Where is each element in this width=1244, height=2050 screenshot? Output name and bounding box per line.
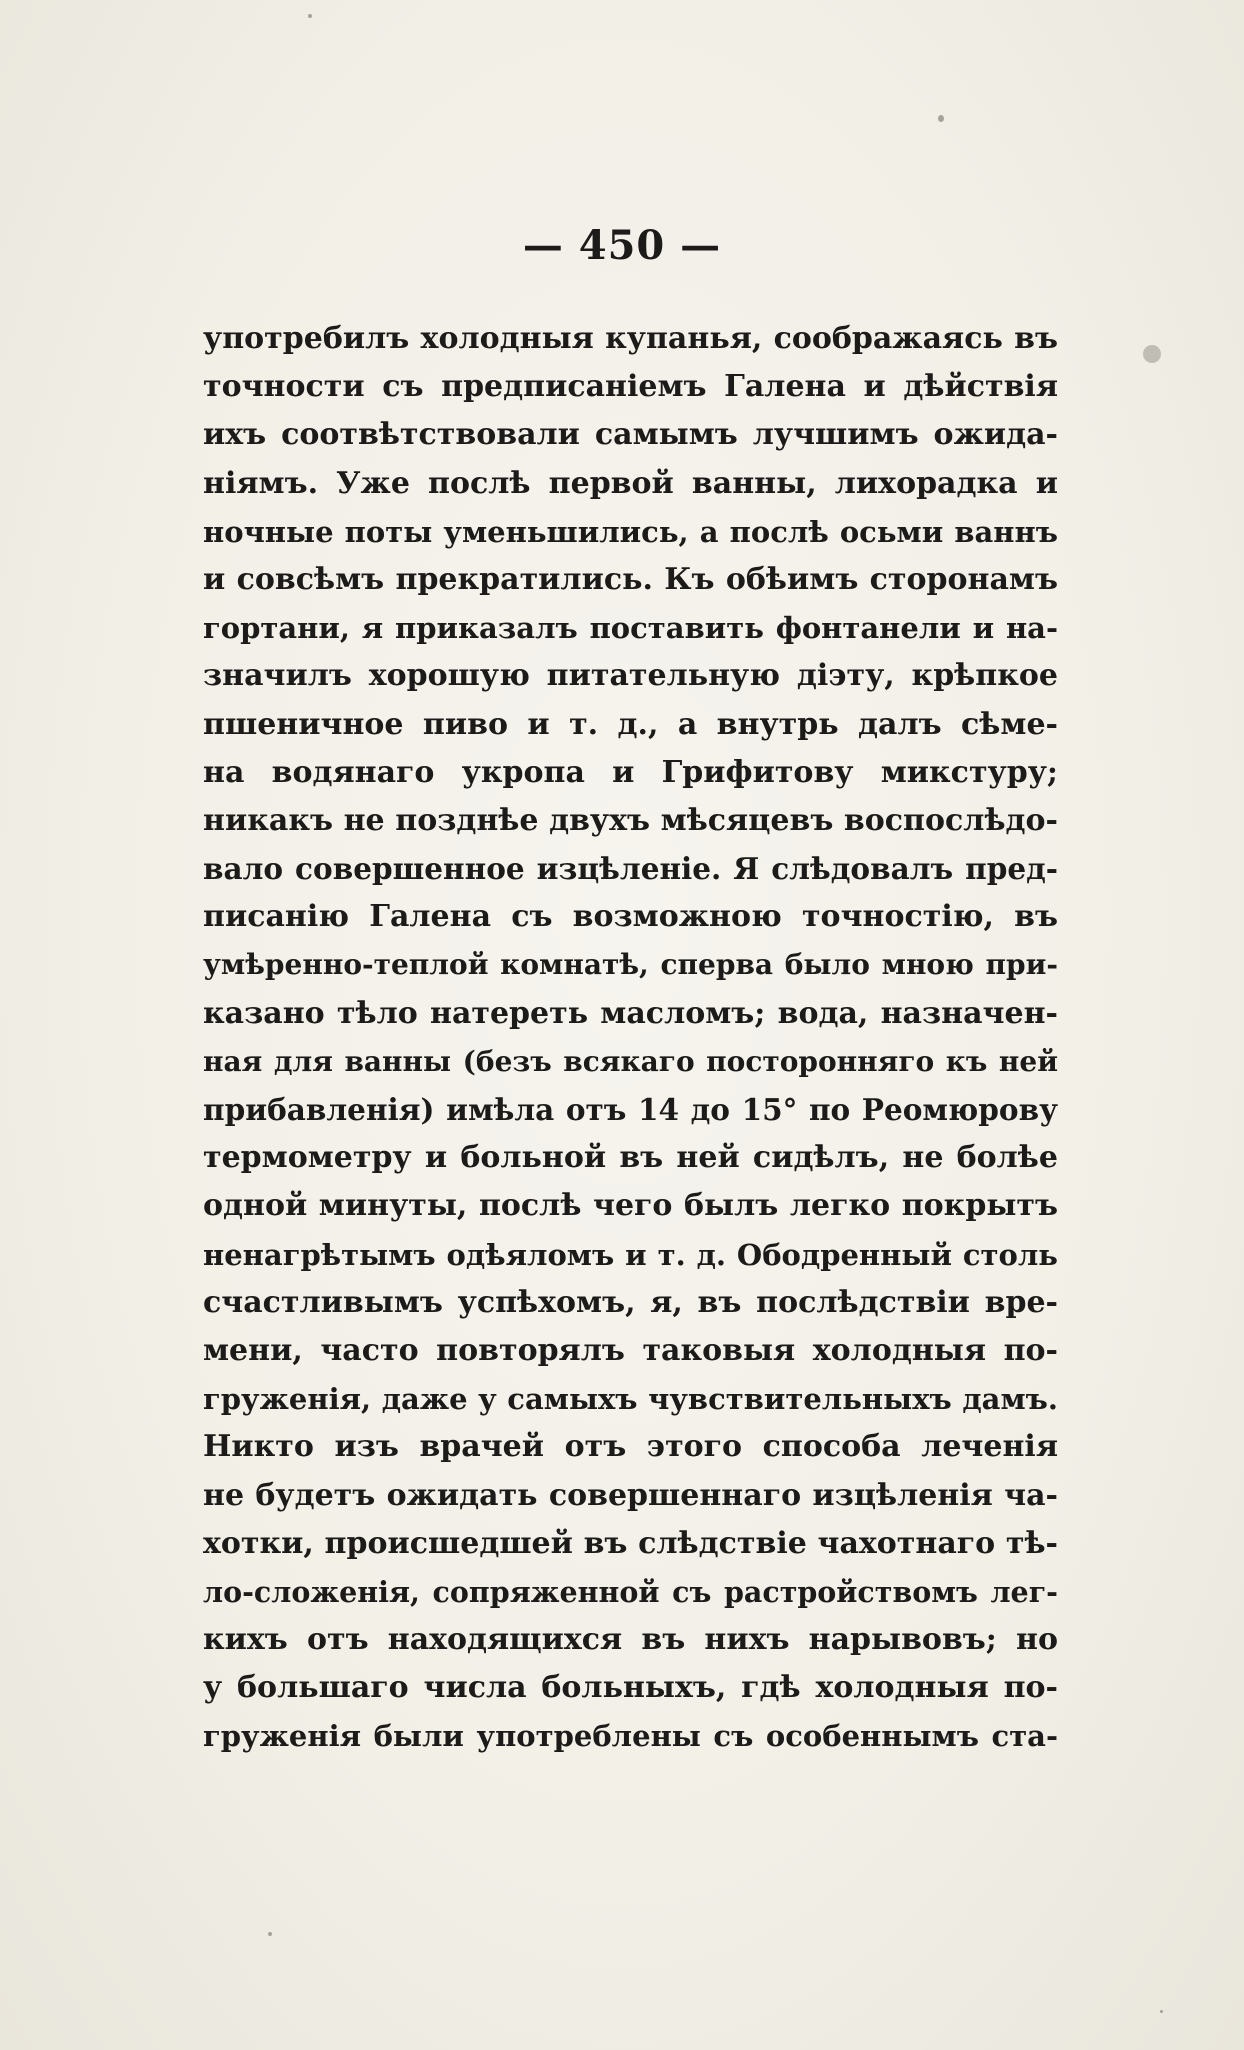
text-line: счастливымъ успѣхомъ, я, въ послѣдствіи вре- <box>203 1284 1058 1320</box>
text-line: ніямъ. Уже послѣ первой ванны, лихорадка и <box>203 465 1058 501</box>
body-text <box>203 315 1058 1761</box>
text-line: ненагрѣтымъ одѣяломъ и т. д. Ободренный столь <box>203 1237 1058 1272</box>
text-line: точности съ предписаніемъ Галена и дѣйствія <box>203 369 1058 405</box>
text-line: одной минуты, послѣ чего былъ легко покрытъ <box>203 1188 1058 1224</box>
paper-speck <box>938 115 944 122</box>
paper-speck <box>1143 345 1161 363</box>
text-line: хотки, происшедшей въ слѣдствіе чахотнаго тѣ- <box>203 1525 1058 1561</box>
text-line: прибавленія) имѣла отъ 14 до 15° по Реомюрову <box>203 1092 1058 1127</box>
text-line: никакъ не позднѣе двухъ мѣсяцевъ воспослѣдо- <box>203 802 1058 838</box>
text-line: вало совершенное изцѣленіе. Я слѣдовалъ пред- <box>203 851 1058 887</box>
text-line: значилъ хорошую питательную діэту, крѣпкое <box>203 658 1058 694</box>
paper-speck <box>308 14 312 18</box>
text-line: термометру и больной въ ней сидѣлъ, не болѣе <box>203 1140 1058 1176</box>
paper-speck <box>268 1932 272 1936</box>
text-line: груженія, даже у самыхъ чувствительныхъ дамъ. <box>203 1382 1058 1417</box>
text-line: употребилъ холодныя купанья, соображаясь въ <box>203 321 1058 356</box>
page-number: — 450 — <box>522 222 722 269</box>
text-line: Никто изъ врачей отъ этого способа леченія <box>203 1429 1058 1465</box>
text-line: умѣренно-теплой комнатѣ, сперва было мною при- <box>203 948 1058 982</box>
text-line: ихъ соотвѣтствовали самымъ лучшимъ ожида- <box>203 417 1058 453</box>
text-line: ло-сложенія, сопряженной съ растройствомъ лег- <box>203 1574 1058 1609</box>
paper-speck <box>1160 2010 1163 2013</box>
text-line: не будетъ ожидать совершеннаго изцѣленія ча- <box>203 1477 1058 1513</box>
text-line: у большаго числа больныхъ, гдѣ холодныя по- <box>203 1670 1058 1706</box>
text-line: казано тѣло натереть масломъ; вода, назначен- <box>203 995 1058 1031</box>
text-line: пшеничное пиво и т. д., а внутрь далъ сѣме- <box>203 706 1058 742</box>
text-line: на водянаго укропа и Грифитову микстуру; <box>203 754 1058 790</box>
text-line: ночные поты уменьшились, а послѣ осьми ваннъ <box>203 514 1058 549</box>
text-line: гортани, я приказалъ поставить фонтанели и на- <box>203 611 1058 646</box>
text-line: кихъ отъ находящихся въ нихъ нарывовъ; но <box>203 1622 1058 1658</box>
text-line: груженія были употреблены съ особеннымъ ста- <box>203 1719 1058 1754</box>
text-line: ная для ванны (безъ всякаго посторонняго къ ней <box>203 1044 1058 1078</box>
text-line: и совсѣмъ прекратились. Къ обѣимъ сторонамъ <box>203 561 1058 597</box>
text-line: мени, часто повторялъ таковыя холодныя по- <box>203 1332 1058 1368</box>
text-line: писанію Галена съ возможною точностію, въ <box>203 899 1058 935</box>
